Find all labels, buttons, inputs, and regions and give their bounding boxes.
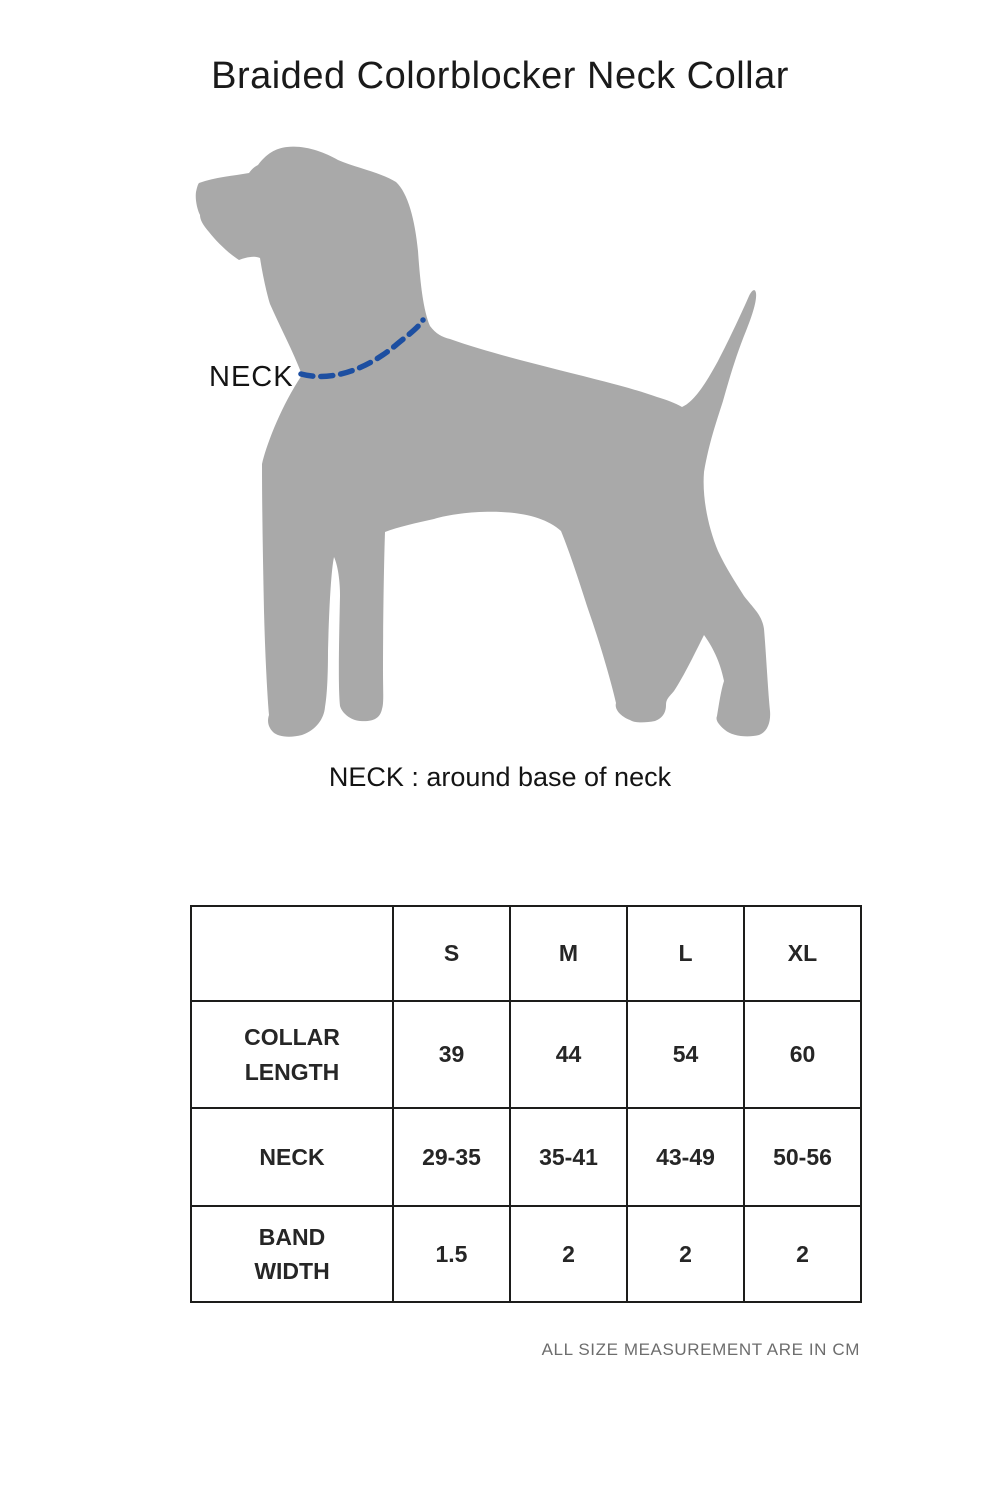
table-value: 44 bbox=[510, 1001, 627, 1108]
dog-diagram bbox=[185, 140, 775, 750]
page-title: Braided Colorblocker Neck Collar bbox=[211, 55, 789, 97]
diagram-caption: NECK : around base of neck bbox=[328, 762, 672, 792]
table-value: 1.5 bbox=[393, 1206, 510, 1302]
table-row-collar-length bbox=[191, 1001, 861, 1108]
table-value: 60 bbox=[744, 1001, 861, 1108]
table-row-neck bbox=[191, 1108, 861, 1206]
table-value: 43-49 bbox=[627, 1108, 744, 1206]
footer-note: ALL SIZE MEASUREMENT ARE IN CM bbox=[541, 1340, 860, 1359]
table-value: 2 bbox=[744, 1206, 861, 1302]
dog-silhouette-graphic bbox=[185, 140, 775, 750]
row-label: COLLAR LENGTH bbox=[191, 1001, 393, 1108]
table-value: 2 bbox=[627, 1206, 744, 1302]
neck-measure-label: NECK bbox=[209, 361, 294, 393]
size-column-header: M bbox=[510, 906, 627, 1001]
row-label: BAND WIDTH bbox=[191, 1206, 393, 1302]
table-value: 29-35 bbox=[393, 1108, 510, 1206]
size-table-corner-cell bbox=[191, 906, 393, 1001]
table-value: 50-56 bbox=[744, 1108, 861, 1206]
table-value: 54 bbox=[627, 1001, 744, 1108]
size-column-header: L bbox=[627, 906, 744, 1001]
row-label: NECK bbox=[191, 1108, 393, 1206]
table-value: 39 bbox=[393, 1001, 510, 1108]
table-value: 2 bbox=[510, 1206, 627, 1302]
size-table-header-row bbox=[191, 906, 861, 1001]
size-table bbox=[190, 905, 862, 1303]
table-row-band-width bbox=[191, 1206, 861, 1302]
dog-silhouette bbox=[196, 147, 770, 737]
size-column-header: S bbox=[393, 906, 510, 1001]
table-value: 35-41 bbox=[510, 1108, 627, 1206]
size-column-header: XL bbox=[744, 906, 861, 1001]
